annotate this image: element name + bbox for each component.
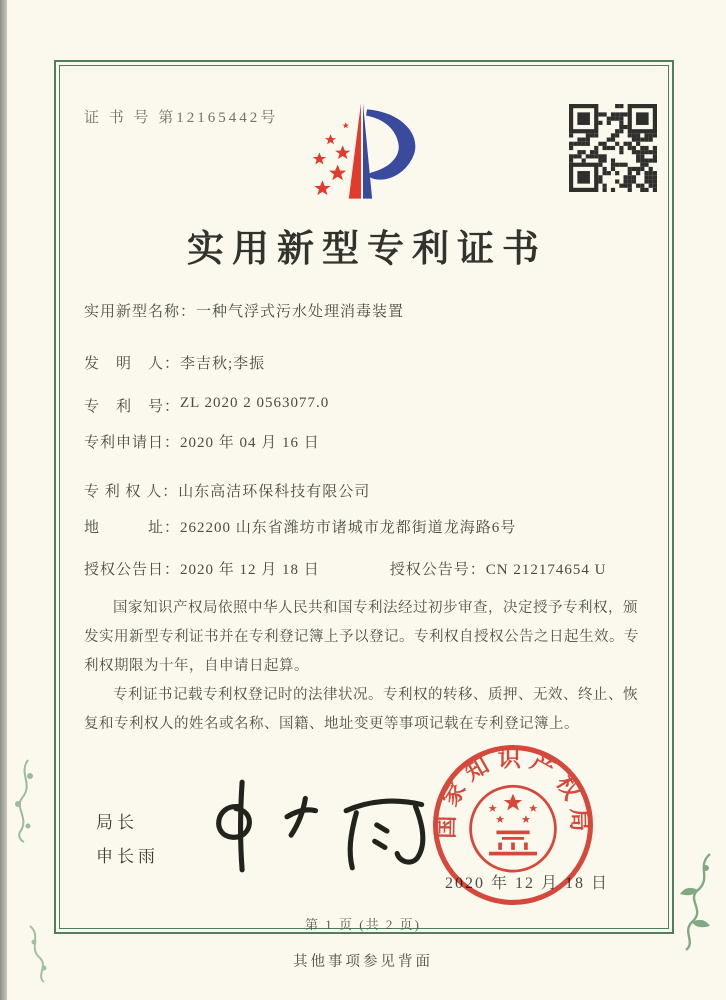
field-label: 地 址： bbox=[84, 520, 181, 536]
director-title: 局长 bbox=[96, 813, 138, 832]
vine-ornament-right-icon bbox=[666, 852, 718, 952]
field-row-patentee bbox=[84, 480, 370, 501]
field-row-grant bbox=[84, 558, 606, 579]
qr-code-icon bbox=[567, 102, 663, 198]
grant-number-pair bbox=[390, 562, 607, 578]
field-row-patent-number bbox=[84, 395, 329, 416]
field-value: 李吉秋;李振 bbox=[180, 356, 266, 372]
legal-paragraph-2: 专利证书记载专利权登记时的法律状况。专利权的转移、质押、无效、终止、恢复和专利权人的姓名或名称、国籍、地址变更等事项记载在专利登记簿上。 bbox=[84, 687, 638, 732]
field-label: 实用新型名称： bbox=[84, 304, 197, 320]
field-row-inventors bbox=[84, 352, 265, 373]
grant-date-label: 授权公告日： bbox=[84, 562, 181, 578]
field-row-filing-date bbox=[84, 431, 320, 452]
field-value: 262200 山东省潍坊市诸城市龙都街道龙海路6号 bbox=[180, 520, 517, 536]
grant-date-value: 2020 年 12 月 18 日 bbox=[180, 562, 320, 578]
field-label: 专 利 权 人： bbox=[84, 484, 179, 500]
field-row-utility-model-name bbox=[84, 300, 404, 321]
field-label: 专 利 号： bbox=[84, 399, 181, 415]
grant-number-label: 授权公告号： bbox=[389, 562, 486, 578]
field-value: 山东高洁环保科技有限公司 bbox=[178, 484, 371, 500]
legal-text bbox=[84, 594, 640, 739]
cnipa-logo-icon bbox=[293, 101, 435, 203]
certificate-title: 实用新型专利证书 bbox=[187, 229, 547, 270]
back-note: 其他事项参见背面 bbox=[293, 954, 433, 970]
field-value: ZL 2020 2 0563077.0 bbox=[180, 395, 330, 411]
certificate-number: 证 书 号 第12165442号 bbox=[84, 110, 279, 126]
grant-date-pair bbox=[84, 558, 385, 579]
director-signature-icon bbox=[185, 772, 440, 882]
official-seal-icon bbox=[430, 742, 596, 908]
vine-ornament-left-icon bbox=[10, 756, 40, 846]
field-row-address bbox=[84, 516, 516, 537]
page-number: 第 1 页 (共 2 页) bbox=[305, 917, 421, 932]
field-label: 发 明 人： bbox=[84, 356, 181, 372]
director-name: 申长雨 bbox=[96, 847, 159, 866]
grant-number-value: CN 212174654 U bbox=[485, 562, 607, 578]
decorative-lace-border bbox=[48, 24, 700, 39]
scan-edge-shadow bbox=[0, 0, 7, 1000]
svg-text:国家知识产权局: 国家知识产权局 bbox=[432, 744, 594, 840]
legal-paragraph-1: 国家知识产权局依照中华人民共和国专利法经过初步审查，决定授予专利权，颁发实用新型专利证书并在专利登记簿上予以登记。专利权自授权公告之日起生效。专利权期限为十年，自申请日起算。 bbox=[84, 600, 639, 674]
field-value: 一种气浮式污水处理消毒装置 bbox=[196, 304, 405, 320]
field-label: 专利申请日： bbox=[84, 435, 181, 451]
vine-ornament-bottom-left-icon bbox=[22, 924, 56, 984]
field-value: 2020 年 04 月 16 日 bbox=[180, 435, 320, 451]
seal-date: 2020 年 12 月 18 日 bbox=[445, 875, 610, 892]
